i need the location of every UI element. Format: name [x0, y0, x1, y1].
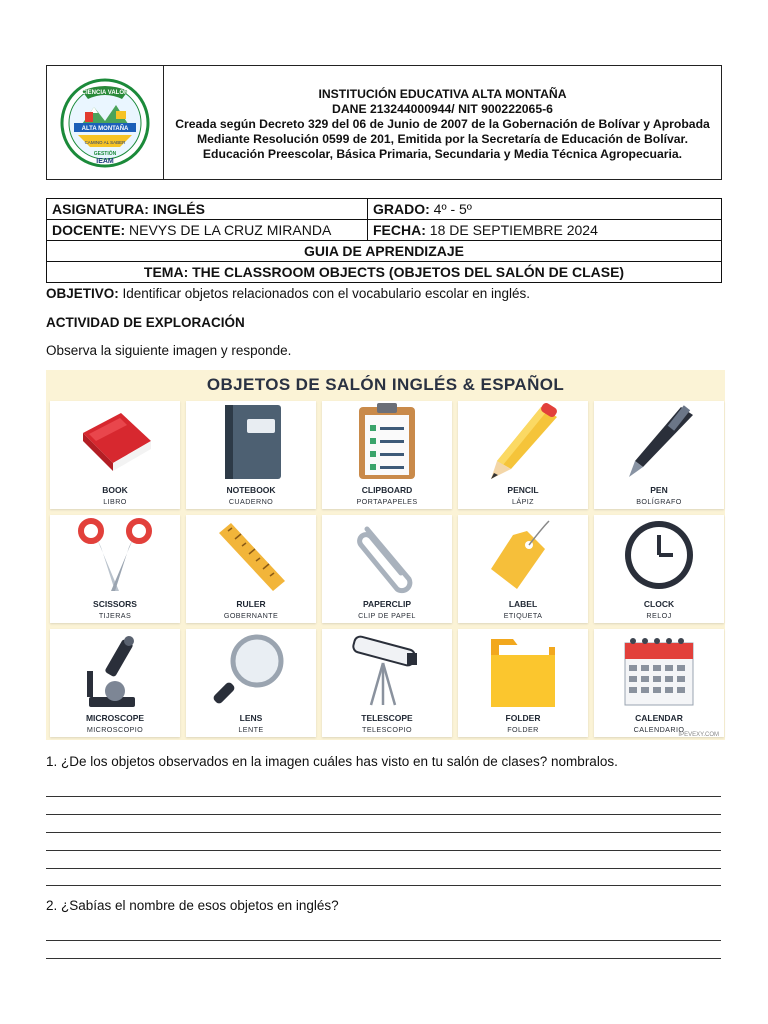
card-ruler: RULER GOBERNANTE	[186, 515, 316, 623]
svg-text:ALTA MONTAÑA: ALTA MONTAÑA	[81, 125, 129, 132]
grado-value: 4º - 5º	[433, 201, 472, 217]
card-telescope: TELESCOPE TELESCOPIO	[322, 629, 452, 737]
instruction-text: Observa la siguiente imagen y responde.	[46, 343, 292, 358]
card-folder: FOLDER FOLDER	[458, 629, 588, 737]
card-clock: CLOCK RELOJ	[594, 515, 724, 623]
card-pencil: PENCIL LÁPIZ	[458, 401, 588, 509]
card-paperclip: PAPERCLIP CLIP DE PAPEL	[322, 515, 452, 623]
card-microscope: MICROSCOPE MICROSCOPIO	[50, 629, 180, 737]
card-lens: LENS LENTE	[186, 629, 316, 737]
objetivo: OBJETIVO: Identificar objetos relacionados con el vocabulario escolar en inglés.	[46, 286, 531, 301]
card-notebook: NOTEBOOK CUADERNO	[186, 401, 316, 509]
card-calendar: CALENDAR CALENDARIO	[594, 629, 724, 737]
clock-icon	[619, 517, 699, 595]
answer-line[interactable]	[46, 832, 721, 833]
calendar-icon	[619, 631, 699, 709]
folder-icon	[483, 631, 563, 709]
notebook-icon	[211, 403, 291, 481]
pencil-icon	[483, 403, 563, 481]
lens-icon	[211, 631, 291, 709]
docente-cell: DOCENTE: NEVYS DE LA CRUZ MIRANDA	[47, 220, 368, 241]
telescope-icon	[347, 631, 427, 709]
scissors-icon	[75, 517, 155, 595]
decree-line: Creada según Decreto 329 del 06 de Junio de 2007 de la Gobernación de Bolívar y Aprobada	[175, 117, 710, 131]
classroom-objects-image	[46, 370, 725, 740]
card-book: BOOK LIBRO	[50, 401, 180, 509]
paperclip-icon	[347, 517, 427, 595]
question-1: 1. ¿De los objetos observados en la imagen cuáles has visto en tu salón de clases? nombralos.	[46, 754, 618, 769]
image-watermark: IPEVEXY.COM	[678, 732, 719, 738]
card-clipboard: CLIPBOARD PORTAPAPELES	[322, 401, 452, 509]
ruler-icon	[211, 517, 291, 595]
course-info-table	[46, 198, 722, 283]
book-icon	[75, 403, 155, 481]
svg-text:GESTIÓN: GESTIÓN	[93, 150, 117, 157]
education-levels: Educación Preescolar, Básica Primaria, Secundaria y Media Técnica Agropecuaria.	[202, 147, 683, 161]
docente-value: NEVYS DE LA CRUZ MIRANDA	[129, 222, 332, 238]
card-scissors: SCISSORS TIJERAS	[50, 515, 180, 623]
actividad-heading: ACTIVIDAD DE EXPLORACIÓN	[46, 315, 245, 330]
answer-line[interactable]	[46, 940, 721, 941]
pen-icon	[619, 403, 699, 481]
resolution-line: Mediante Resolución 0599 de 201, Emitida por la Secretaría de Educación de Bolívar.	[196, 132, 689, 146]
microscope-icon	[75, 631, 155, 709]
institution-header	[46, 65, 722, 180]
answer-line[interactable]	[46, 958, 721, 959]
answer-line[interactable]	[46, 850, 721, 851]
institution-name: INSTITUCIÓN EDUCATIVA ALTA MONTAÑA	[318, 87, 567, 101]
asignatura-value: INGLÉS	[152, 201, 205, 217]
asignatura-cell: ASIGNATURA: INGLÉS	[47, 199, 368, 220]
logo-cell	[47, 66, 164, 179]
panel-title: OBJETOS DE SALÓN INGLÉS & ESPAÑOL	[206, 375, 565, 394]
answer-line[interactable]	[46, 868, 721, 869]
fecha-value: 18 DE SEPTIEMBRE 2024	[429, 222, 598, 238]
question-2: 2. ¿Sabías el nombre de esos objetos en inglés?	[46, 898, 339, 913]
svg-text:CAMINO AL SABER: CAMINO AL SABER	[84, 139, 126, 145]
institution-info	[164, 66, 721, 179]
card-pen: PEN BOLÍGRAFO	[594, 401, 724, 509]
svg-text:CIENCIA VALOR: CIENCIA VALOR	[81, 89, 129, 96]
svg-text:IEAM: IEAM	[96, 157, 114, 165]
label-icon	[483, 517, 563, 595]
tema-title: TEMA: THE CLASSROOM OBJECTS (OBJETOS DEL SALÓN DE CLASE)	[47, 262, 722, 283]
fecha-cell: FECHA: 18 DE SEPTIEMBRE 2024	[368, 220, 722, 241]
answer-line[interactable]	[46, 885, 721, 886]
grado-cell: GRADO: 4º - 5º	[368, 199, 722, 220]
clipboard-icon	[347, 403, 427, 481]
school-logo	[60, 77, 150, 169]
answer-line[interactable]	[46, 814, 721, 815]
dane-nit: DANE 213244000944/ NIT 900222065-6	[332, 102, 553, 116]
card-label: LABEL ETIQUETA	[458, 515, 588, 623]
answer-line[interactable]	[46, 796, 721, 797]
guia-title: GUIA DE APRENDIZAJE	[47, 241, 722, 262]
